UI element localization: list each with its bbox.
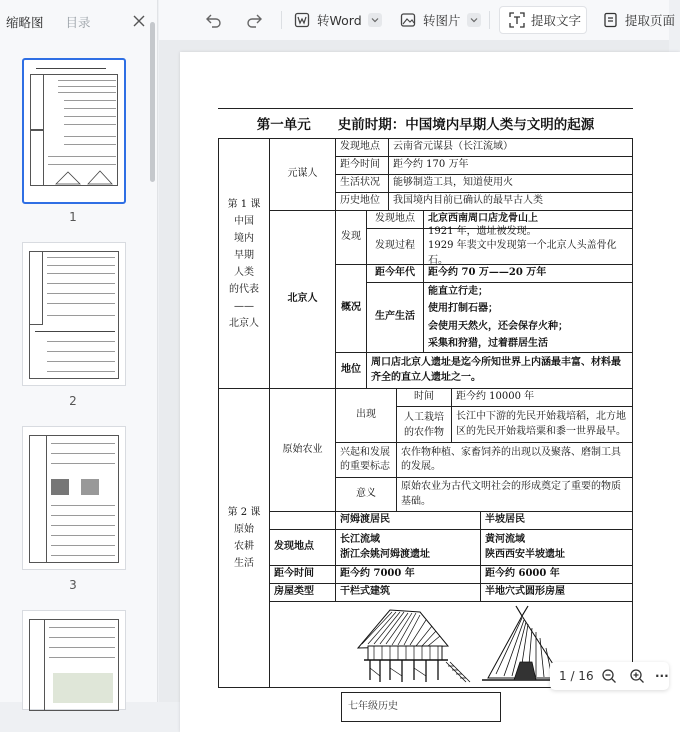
- image-icon: [399, 11, 417, 29]
- hemudu-header: 河姆渡居民: [335, 511, 481, 530]
- table-cell-key: 生活状况: [335, 174, 389, 193]
- document-viewer[interactable]: [159, 40, 669, 712]
- table-cell-empty: [269, 511, 336, 530]
- table-cell-key: 时间: [396, 388, 452, 407]
- table-cell-key: 生产生活: [366, 282, 424, 353]
- page-navigator: [550, 662, 669, 690]
- lesson-title-line: 中国: [234, 215, 254, 227]
- life-line: 会使用天然火，还会保存火种；: [428, 320, 568, 332]
- overview-label: 概况: [335, 264, 367, 353]
- page-thumbnail-4[interactable]: [22, 610, 126, 710]
- table-cell-key: 发现地点: [269, 529, 336, 566]
- undo-button[interactable]: [205, 0, 223, 40]
- table-cell-value: 周口店北京人遗址是迄今所知世界上内涵最丰富、材料最齐全的直立人遗址之一。: [366, 352, 633, 389]
- zoom-in-icon[interactable]: [629, 668, 645, 684]
- table-cell-key: 发现地点: [335, 138, 389, 157]
- text-extract-icon: [509, 12, 525, 28]
- table-cell-value: 距今约 7000 年: [335, 565, 481, 584]
- table-cell-key: 历史地位: [335, 192, 389, 211]
- page-thumbnail-2[interactable]: [22, 242, 126, 386]
- undo-icon: [205, 11, 223, 29]
- primitive-agriculture-label: 原始农业: [269, 388, 336, 512]
- table-cell-key: 距今时间: [335, 156, 389, 175]
- word-icon: [293, 11, 311, 29]
- lesson-title-line: 北京人: [229, 317, 259, 329]
- table-cell-value: 长江中下游的先民开始栽培稻，北方地区的先民开始栽培粟和黍一世界最早。: [451, 406, 633, 443]
- place-line: 陕西西安半坡遗址: [485, 548, 565, 560]
- lesson-title-line: 境内: [234, 232, 254, 244]
- discovery-label: 发现: [335, 210, 367, 265]
- lesson-title-line: 人类: [234, 266, 254, 278]
- life-line: 采集和狩猎，过着群居生活: [428, 338, 548, 349]
- table-cell-value: 距今约 170 万年: [388, 156, 633, 175]
- extract-text-label: 提取文字: [531, 13, 582, 28]
- status-label: 地位: [335, 352, 367, 389]
- table-cell-key: 发现过程: [366, 228, 424, 265]
- table-cell-value: [480, 529, 633, 566]
- to-word-button[interactable]: [293, 0, 382, 40]
- table-cell-key: [396, 406, 452, 443]
- crop-key-line: 的农作物: [404, 426, 444, 438]
- table-cell-key: 距今年代: [366, 264, 424, 283]
- table-cell-key: 房屋类型: [269, 583, 336, 602]
- more-options-icon[interactable]: ···: [655, 669, 669, 683]
- place-line: 黄河流域: [485, 534, 525, 545]
- zoom-out-icon[interactable]: [601, 668, 617, 684]
- table-cell-value: 云南省元谋县（长江流域）: [388, 138, 633, 157]
- page-number-label: 3: [69, 578, 77, 592]
- place-line: 浙江余姚河姆渡遗址: [340, 548, 430, 560]
- place-line: 长江流域: [340, 534, 380, 545]
- lesson1-title: [218, 138, 270, 389]
- appear-label: 出现: [335, 388, 397, 443]
- life-line: 能直立行走；: [428, 285, 488, 297]
- table-cell-value: [335, 529, 481, 566]
- lesson-title-line: ——: [234, 300, 254, 312]
- lesson-title-line: 原始: [234, 524, 254, 535]
- page-indicator[interactable]: 1 / 16: [559, 669, 594, 683]
- chevron-down-icon[interactable]: [368, 13, 382, 27]
- beijing-man-label: 北京人: [269, 210, 336, 389]
- page-thumbnail-3[interactable]: [22, 426, 126, 570]
- chevron-down-icon[interactable]: [467, 13, 481, 27]
- lesson2-title: [218, 388, 270, 688]
- lesson-title-line: 第 1 课: [227, 198, 261, 210]
- table-cell-key: 距今时间: [269, 565, 336, 584]
- tab-outline[interactable]: 目录: [65, 15, 91, 30]
- table-cell-value: [423, 225, 633, 266]
- table-cell-key: 意义: [335, 477, 397, 512]
- thumbnail-sidebar: [0, 0, 158, 702]
- table-cell-key: 兴起和发展的重要标志: [335, 442, 397, 478]
- lesson-title-line: 早期: [234, 249, 254, 261]
- yuanmou-label: 元谋人: [269, 138, 336, 211]
- redo-icon: [245, 11, 263, 29]
- lesson-title-line: 农耕: [234, 541, 254, 552]
- to-word-label: 转Word: [317, 13, 362, 28]
- table-cell-key: 发现地点: [366, 210, 424, 229]
- tab-thumbnails[interactable]: 缩略图: [6, 15, 44, 30]
- footer-label: 七年级历史: [341, 692, 501, 722]
- extract-text-button[interactable]: [509, 0, 581, 40]
- table-cell-value: 农作物种植、家畜饲养的出现以及聚落、磨制工具的发展。: [396, 442, 633, 478]
- table-cell-value: 北京西南周口店龙骨山上: [423, 210, 633, 229]
- toolbar-divider: [489, 11, 490, 29]
- table-cell-value: 我国境内目前已确认的最早古人类: [388, 192, 633, 211]
- crop-key-line: 人工栽培: [404, 411, 444, 423]
- document-page: [180, 52, 680, 732]
- to-image-label: 转图片: [423, 13, 461, 28]
- extract-page-button[interactable]: [603, 0, 675, 40]
- process-line: 1929 年裴文中发现第一个北京人头盖骨化石。: [428, 240, 617, 266]
- table-cell-value: 距今约 10000 年: [451, 388, 633, 407]
- sidebar-scrollbar[interactable]: [150, 22, 155, 182]
- lesson-title-line: 生活: [234, 558, 254, 569]
- table-cell-value: 原始农业为古代文明社会的形成奠定了重要的物质基础。: [396, 477, 633, 512]
- lesson-title-line: 的代表: [229, 283, 259, 295]
- table-cell-value: 距今约 6000 年: [480, 565, 633, 584]
- toolbar-divider: [281, 11, 282, 29]
- table-cell-value: 半地穴式圆形房屋: [480, 583, 633, 602]
- life-line: 使用打制石器；: [428, 303, 498, 314]
- process-line: 1921 年，遗址被发现。: [428, 225, 537, 237]
- table-cell-value: 距今约 70 万——20 万年: [423, 264, 633, 283]
- page-extract-icon: [603, 12, 619, 28]
- table-cell-value: 干栏式建筑: [335, 583, 481, 602]
- page-number-label: 1: [69, 210, 77, 224]
- lesson-title-line: 第 2 课: [227, 507, 261, 518]
- close-icon[interactable]: [132, 14, 146, 28]
- page-title: 第一单元 史前时期：中国境内早期人类与文明的起源: [218, 108, 633, 136]
- extract-page-label: 提取页面: [625, 13, 676, 28]
- table-cell-value: 能够制造工具，知道使用火: [388, 174, 633, 193]
- page-number-label: 2: [69, 394, 77, 408]
- redo-button[interactable]: [245, 0, 263, 40]
- banpo-header: 半坡居民: [480, 511, 633, 530]
- table-cell-value: [423, 282, 633, 353]
- page-thumbnail-1[interactable]: [22, 58, 126, 204]
- to-image-button[interactable]: [399, 0, 481, 40]
- toolbar: [159, 0, 676, 40]
